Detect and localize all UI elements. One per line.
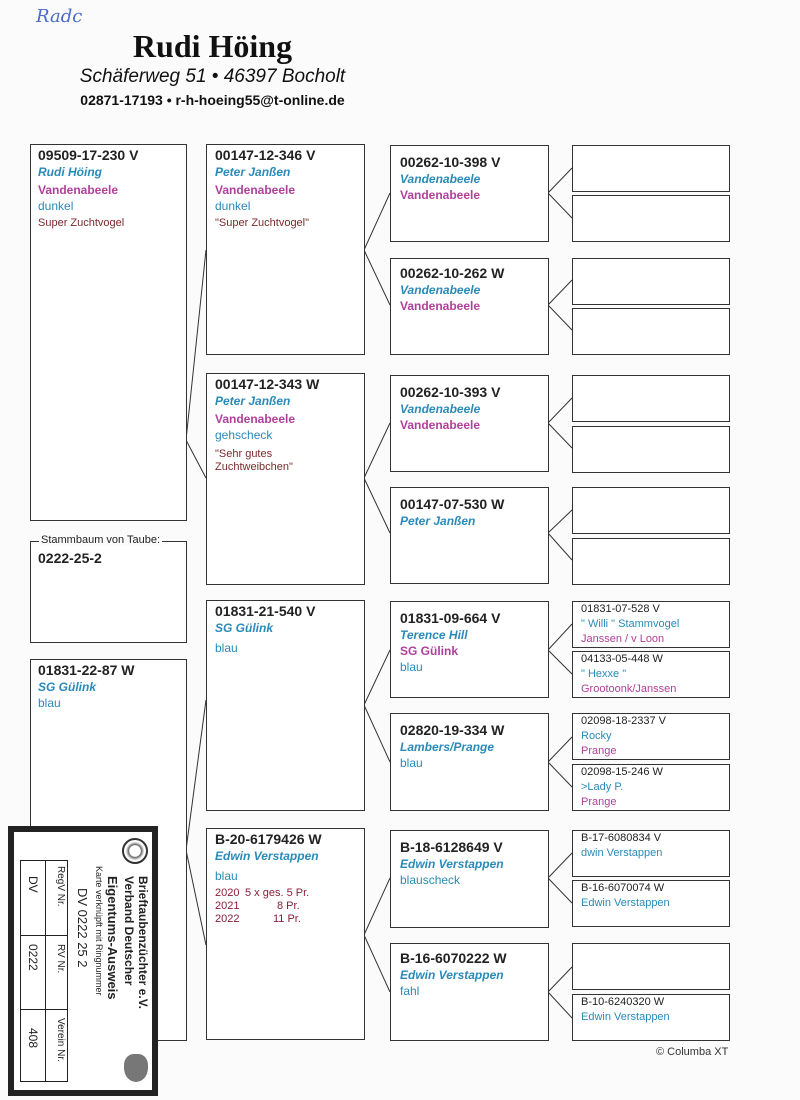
g1-color: dunkel — [215, 199, 251, 213]
g2-ring: 00147-12-343 W — [215, 376, 320, 392]
ownership-card — [8, 826, 158, 1096]
result-row: 2021 8 Pr. — [215, 900, 300, 912]
g2-owner: Peter Janßen — [215, 394, 291, 408]
gg7-ring: B-18-6128649 V — [400, 839, 503, 855]
g2-note — [215, 448, 356, 474]
gg8-box — [390, 943, 549, 1041]
stammbaum-box — [30, 534, 187, 643]
g2-strain: Vandenabeele — [215, 412, 296, 426]
handwritten-note: Radc — [36, 6, 83, 27]
gg6-box — [390, 713, 549, 811]
subject-owner: Rudi Höing — [38, 165, 102, 179]
ggg11-name: Rocky — [581, 730, 612, 742]
gg3-ring: 00262-10-393 V — [400, 384, 501, 400]
ggg3-box — [572, 258, 730, 305]
ggg10-owner: Grootoonk/Janssen — [581, 683, 677, 695]
g1-strain: Vandenabeele — [215, 183, 296, 197]
ggg11-box — [572, 713, 730, 760]
gg1-box — [390, 145, 549, 242]
gg3-box — [390, 375, 549, 472]
card-subtitle: Karte verknüpft mit Ringnummer — [94, 866, 104, 996]
card-col2-label: RV Nr. — [55, 944, 66, 974]
gg1-owner: Vandenabeele — [400, 172, 481, 186]
card-col1-value: DV — [26, 876, 40, 893]
gg7-box — [390, 830, 549, 928]
gg7-owner: Edwin Verstappen — [400, 857, 504, 871]
g4-ring: B-20-6179426 W — [215, 831, 322, 847]
gg5-ring: 01831-09-664 V — [400, 610, 501, 626]
breeder-address: Schäferweg 51 • 46397 Bocholt — [79, 66, 346, 87]
g2-box — [206, 373, 365, 585]
ggg13-ring: B-17-6080834 V — [581, 832, 662, 844]
ggg13-box — [572, 830, 730, 877]
subject-ring: 09509-17-230 V — [38, 147, 139, 163]
ggg12-owner: Prange — [581, 796, 617, 808]
card-col3-label: Verein Nr. — [55, 1018, 66, 1062]
ggg6-box — [572, 426, 730, 473]
gg1-ring: 00262-10-398 V — [400, 154, 501, 170]
gg6-color: blau — [400, 756, 423, 770]
g4-owner: Edwin Verstappen — [215, 849, 319, 863]
ggg4-box — [572, 308, 730, 355]
dam-color: blau — [38, 696, 61, 710]
subject-box — [30, 144, 187, 521]
gg8-ring: B-16-6070222 W — [400, 950, 507, 966]
ggg9-name: " Willi " Stammvogel — [581, 618, 680, 630]
ggg2-box — [572, 195, 730, 242]
card-org-line2: Brieftaubenzüchter e.V. — [136, 876, 150, 1009]
gg4-owner: Peter Janßen — [400, 514, 476, 528]
pigeon-emblem-icon — [124, 1054, 148, 1082]
ggg9-owner: Janssen / v Loon — [581, 633, 665, 645]
breeder-name: Rudi Höing — [132, 28, 293, 64]
card-col1-label: RegV Nr. — [55, 866, 66, 907]
g1-owner: Peter Janßen — [215, 165, 291, 179]
ggg16-owner: Edwin Verstappen — [581, 1011, 670, 1023]
gg1-strain: Vandenabeele — [400, 188, 481, 202]
g4-box — [206, 828, 365, 1040]
ggg5-box — [572, 375, 730, 422]
result-row: 2022 11 Pr. — [215, 913, 301, 925]
ggg7-box — [572, 487, 730, 534]
ownership-card-inner — [14, 832, 152, 1090]
ggg10-ring: 04133-05-448 W — [581, 653, 663, 665]
g1-box — [206, 144, 365, 355]
dam-owner: SG Gülink — [38, 680, 97, 694]
card-org-line1: Verband Deutscher — [122, 876, 136, 986]
g1-ring: 00147-12-346 V — [215, 147, 316, 163]
card-col2-value: 0222 — [26, 944, 40, 971]
gg6-ring: 02820-19-334 W — [400, 722, 505, 738]
gg5-color: blau — [400, 660, 423, 674]
g2-note-line1: "Sehr gutes — [215, 448, 273, 460]
g1-note: "Super Zuchtvogel" — [215, 217, 310, 229]
gg2-ring: 00262-10-262 W — [400, 265, 505, 281]
g4-color: blau — [215, 869, 238, 883]
g2-note-line2: Zuchtweibchen" — [215, 461, 293, 473]
ggg10-name: " Hexxe " — [581, 668, 627, 680]
subject-color: dunkel — [38, 199, 74, 213]
ggg9-ring: 01831-07-528 V — [581, 603, 660, 615]
ggg13-owner: dwin Verstappen — [581, 847, 663, 859]
ggg10-box — [572, 651, 730, 698]
ggg11-owner: Prange — [581, 745, 617, 757]
gg8-color: fahl — [400, 984, 420, 998]
g3-color: blau — [215, 641, 238, 655]
gg4-ring: 00147-07-530 W — [400, 496, 505, 512]
result-row: 2020 5 x ges. 5 Pr. — [215, 887, 310, 899]
ggg1-box — [572, 145, 730, 192]
ggg8-box — [572, 538, 730, 585]
gg8-owner: Edwin Verstappen — [400, 968, 504, 982]
gg5-box — [390, 601, 549, 698]
stammbaum-ring: 0222-25-2 — [38, 550, 102, 566]
ggg12-name: >Lady P. — [581, 781, 624, 793]
g3-owner: SG Gülink — [215, 621, 274, 635]
card-col3-value: 408 — [26, 1028, 40, 1049]
gg4-box — [390, 487, 549, 584]
card-number: DV 0222 25 2 — [75, 888, 90, 968]
ggg15-box — [572, 943, 730, 990]
copyright-footer: © Columba XT — [656, 1046, 729, 1058]
gg5-strain: SG Gülink — [400, 644, 459, 658]
gg3-strain: Vandenabeele — [400, 418, 481, 432]
subject-strain: Vandenabeele — [38, 183, 119, 197]
g2-color: gehscheck — [215, 428, 273, 442]
g3-ring: 01831-21-540 V — [215, 603, 316, 619]
ggg12-box — [572, 764, 730, 811]
ggg16-box — [572, 994, 730, 1041]
ggg16-ring: B-10-6240320 W — [581, 996, 665, 1008]
subject-note: Super Zuchtvogel — [38, 217, 125, 229]
card-title: Eigentums-Ausweis — [105, 876, 120, 1000]
dam-ring: 01831-22-87 W — [38, 662, 135, 678]
gg3-owner: Vandenabeele — [400, 402, 481, 416]
breeder-contact: 02871-17193 • r-h-hoeing55@t-online.de — [80, 92, 345, 108]
gg2-box — [390, 258, 549, 355]
ggg11-ring: 02098-18-2337 V — [581, 715, 667, 727]
ggg14-ring: B-16-6070074 W — [581, 882, 665, 894]
ggg14-owner: Edwin Verstappen — [581, 897, 670, 909]
gg7-color: blauscheck — [400, 873, 461, 887]
ggg12-ring: 02098-15-246 W — [581, 766, 663, 778]
gg2-strain: Vandenabeele — [400, 299, 481, 313]
gg2-owner: Vandenabeele — [400, 283, 481, 297]
ggg14-box — [572, 880, 730, 927]
ggg9-box — [572, 601, 730, 648]
g3-box — [206, 600, 365, 811]
gg5-owner: Terence Hill — [400, 628, 468, 642]
g4-results — [215, 887, 356, 926]
stammbaum-label: Stammbaum von Taube: — [41, 534, 161, 546]
association-logo-icon — [122, 838, 148, 864]
gg6-owner: Lambers/Prange — [400, 740, 495, 754]
